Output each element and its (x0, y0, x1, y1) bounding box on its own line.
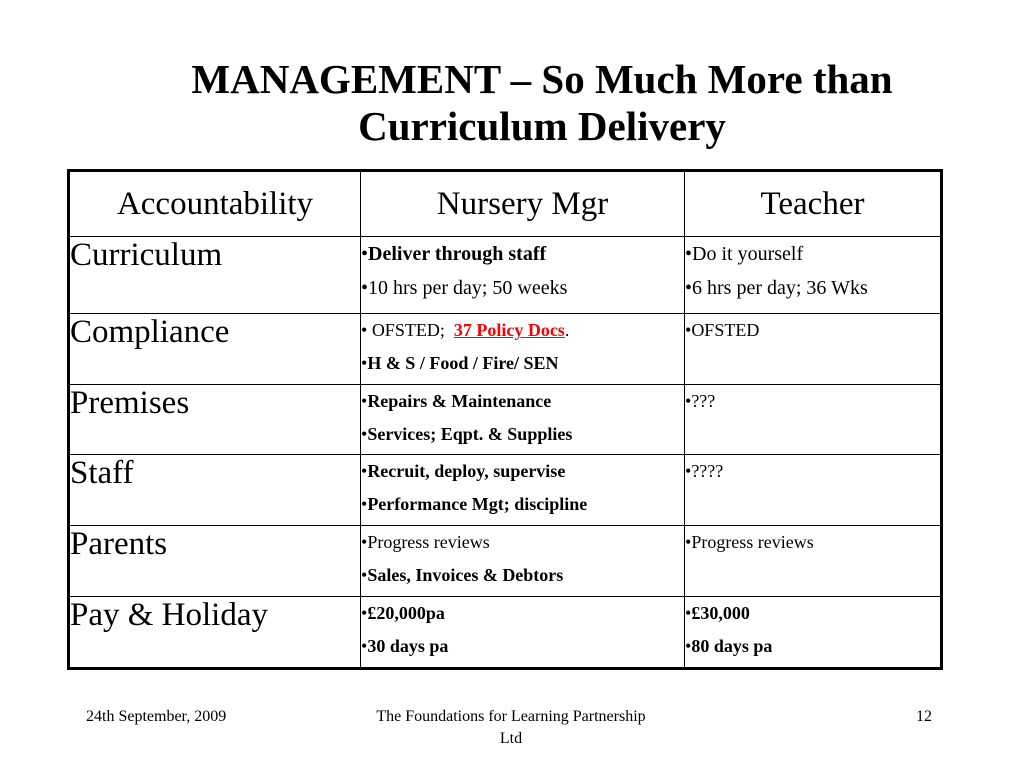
bullet-text: £20,000pa (367, 603, 445, 623)
bullet-text: 10 hrs per day; 50 weeks (368, 277, 568, 299)
table-row-parents (69, 526, 942, 597)
table-header-row (69, 171, 942, 237)
slide-title (60, 56, 1024, 150)
bullet-text: 6 hrs per day; 36 Wks (692, 277, 868, 299)
table-row-staff (69, 455, 942, 526)
bullet-text: Performance Mgt; discipline (367, 494, 588, 514)
bullet-text: Sales, Invoices & Debtors (367, 565, 564, 585)
bullet-text: Progress reviews (367, 532, 490, 552)
row-label: Pay & Holiday (69, 597, 361, 669)
bullet-text: Deliver through staff (368, 243, 547, 265)
teacher-cell: •Progress reviews (685, 526, 942, 597)
teacher-cell: •Do it yourself •6 hrs per day; 36 Wks (685, 237, 942, 314)
nursery-mgr-cell: • OFSTED; 37 Policy Docs. •H & S / Food / Fire/ SEN (361, 314, 685, 385)
teacher-cell: •???? (685, 455, 942, 526)
slide-number: 12 (916, 708, 932, 725)
nursery-mgr-cell: •£20,000pa •30 days pa (361, 597, 685, 669)
bullet-text: ???? (691, 461, 724, 481)
bullet-text: Repairs & Maintenance (367, 391, 552, 411)
teacher-cell: •??? (685, 385, 942, 455)
header-teacher: Teacher (685, 171, 942, 237)
bullet-text: £30,000 (691, 603, 750, 623)
table-row-compliance (69, 314, 942, 385)
bullet-text: OFSTED (691, 320, 760, 340)
bullet-text: H & S / Food / Fire/ SEN (367, 353, 559, 373)
row-label: Parents (69, 526, 361, 597)
bullet-text: Do it yourself (692, 243, 804, 265)
header-accountability: Accountability (69, 171, 361, 237)
nursery-mgr-cell: •Deliver through staff •10 hrs per day; 50 weeks (361, 237, 685, 314)
row-label: Curriculum (69, 237, 361, 314)
nursery-mgr-cell: •Progress reviews •Sales, Invoices & Debtors (361, 526, 685, 597)
bullet-text: 30 days pa (367, 636, 449, 656)
policy-docs-link[interactable]: 37 Policy Docs (453, 320, 565, 340)
bullet-text: ??? (691, 391, 716, 411)
footer-organization: The Foundations for Learning Partnership Ltd (376, 708, 646, 747)
nursery-mgr-cell: •Repairs & Maintenance •Services; Eqpt. & Supplies (361, 385, 685, 455)
bullet-text: Progress reviews (691, 532, 814, 552)
teacher-cell: •OFSTED (685, 314, 942, 385)
bullet-text: Services; Eqpt. & Supplies (367, 424, 573, 444)
table-row-premises (69, 385, 942, 455)
footer-date: 24th September, 2009 (86, 708, 227, 725)
slide-title-line-2: Curriculum Delivery (358, 103, 726, 149)
slide-title-line-1: MANAGEMENT – So Much More than (191, 56, 893, 102)
row-label: Staff (69, 455, 361, 526)
row-label: Compliance (69, 314, 361, 385)
teacher-cell: •£30,000 •80 days pa (685, 597, 942, 669)
table-row-pay-holiday (69, 597, 942, 669)
row-label: Premises (69, 385, 361, 455)
nursery-mgr-cell: •Recruit, deploy, supervise •Performance Mgt; discipline (361, 455, 685, 526)
bullet-text: Recruit, deploy, supervise (367, 461, 566, 481)
table-row-curriculum (69, 237, 942, 314)
accountability-table (67, 169, 943, 670)
bullet-text: OFSTED; (367, 320, 454, 340)
header-nursery-mgr: Nursery Mgr (361, 171, 685, 237)
bullet-text: 80 days pa (691, 636, 773, 656)
